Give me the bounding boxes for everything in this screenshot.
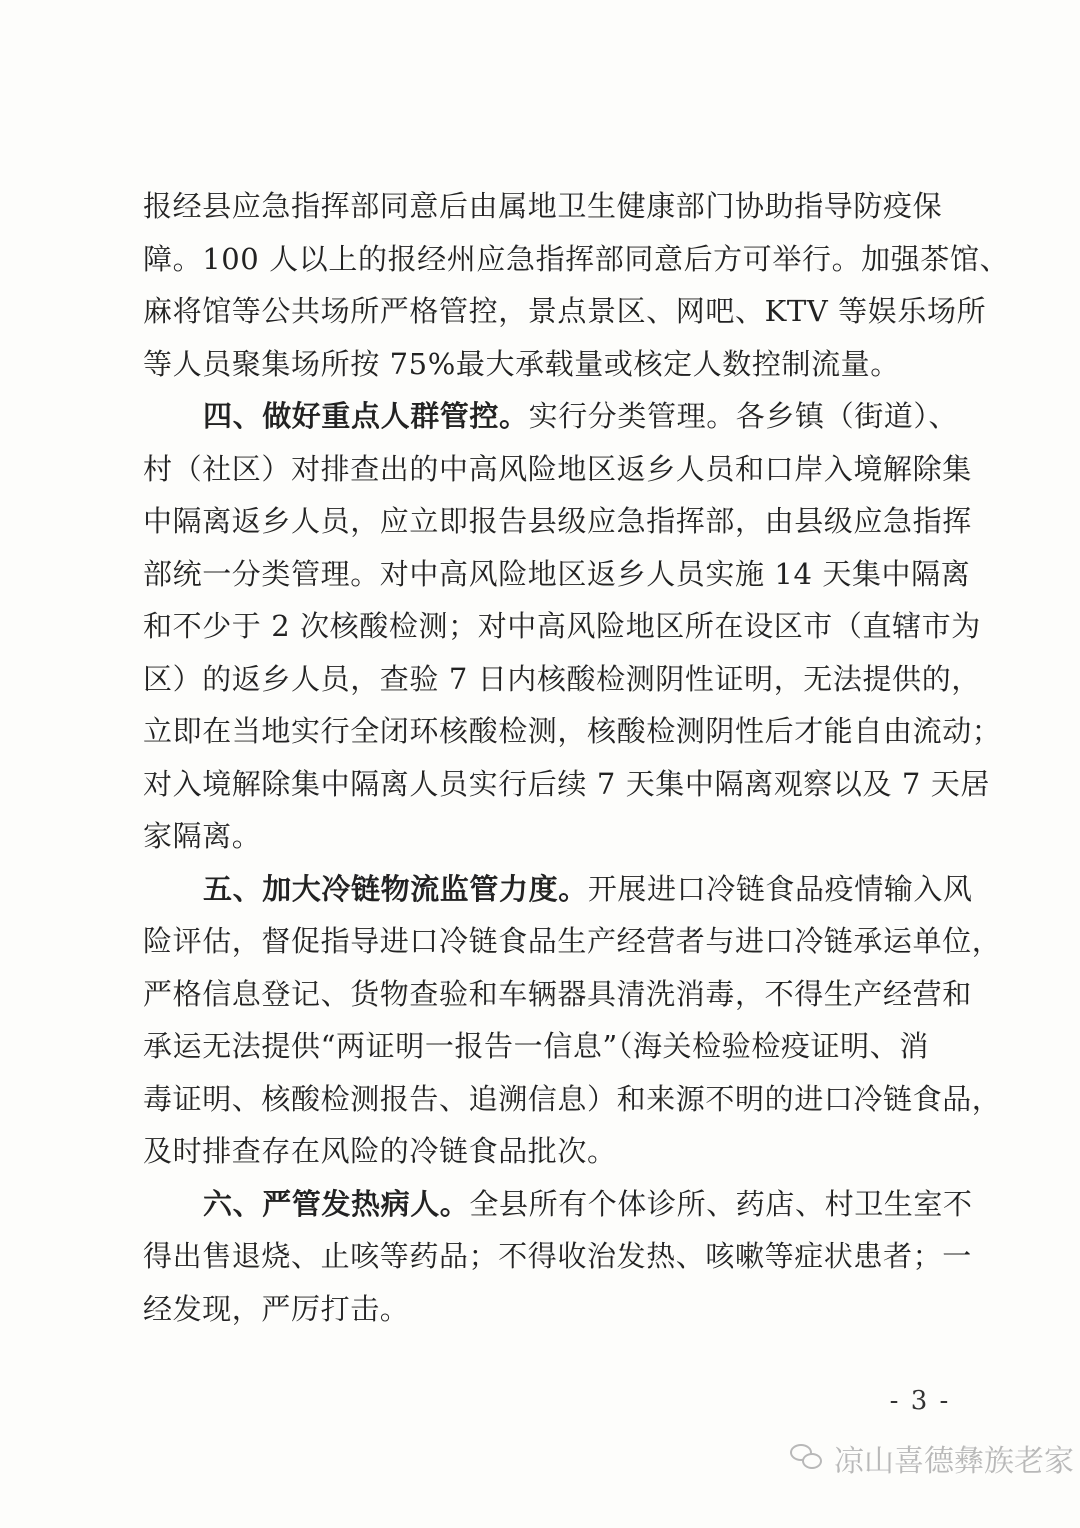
text-run: 实行分类管理。各乡镇（街道）、: [528, 399, 959, 433]
text-line: 毒证明、核酸检测报告、追溯信息）和来源不明的进口冷链食品，: [143, 1081, 1002, 1116]
text-line: [143, 863, 973, 916]
page-number: - 3 -: [889, 1386, 951, 1416]
text-line: 经发现，严厉打击。: [143, 1291, 410, 1326]
text-line: 村（社区）对排查出的中高风险地区返乡人员和口岸入境解除集: [143, 451, 972, 486]
text-line: 险评估，督促指导进口冷链食品生产经营者与进口冷链承运单位，: [143, 924, 1002, 958]
document-body: [143, 180, 1010, 1335]
text-run: 开展进口冷链食品疫情输入风: [587, 871, 973, 906]
text-line: 家隔离。: [143, 819, 262, 853]
text-line: 部统一分类管理。对中高风险地区返乡人员实施 14 天集中隔离: [143, 556, 971, 591]
text-line: 障。100 人以上的报经州应急指挥部同意后方可举行。加强茶馆、: [143, 241, 1010, 276]
text-line: 麻将馆等公共场所严格管控，景点景区、网吧、KTV 等娱乐场所: [143, 294, 987, 328]
paragraph-6: [143, 1178, 973, 1336]
wechat-icon: [790, 1444, 824, 1472]
text-line: 立即在当地实行全闭环核酸检测，核酸检测阴性后才能自由流动；: [143, 714, 1002, 748]
watermark-text: 凉山喜德彝族老家: [834, 1444, 1074, 1479]
text-line: 等人员聚集场所按 75%最大承载量或核定人数控制流量。: [143, 346, 900, 381]
text-run: 全县所有个体诊所、药店、村卫生室不: [469, 1186, 973, 1221]
paragraph-5: [143, 863, 1002, 1178]
text-line: 和不少于 2 次核酸检测；对中高风险地区所在设区市（直辖市为: [143, 609, 981, 643]
text-line: 得出售退烧、止咳等药品；不得收治发热、咳嗽等症状患者；一: [143, 1239, 972, 1273]
paragraph-1: [143, 180, 1010, 390]
text-line: [143, 1178, 973, 1231]
paragraph-4: [143, 390, 1002, 863]
text-line: 区）的返乡人员，查验 7 日内核酸检测阴性证明，无法提供的，: [143, 661, 981, 696]
text-line: [143, 390, 959, 443]
section-heading: 六、严管发热病人。: [203, 1186, 470, 1221]
text-line: 报经县应急指挥部同意后由属地卫生健康部门协助指导防疫保: [143, 189, 943, 223]
text-line: 对入境解除集中隔离人员实行后续 7 天集中隔离观察以及 7 天居: [143, 766, 990, 801]
text-line: 及时排查存在风险的冷链食品批次。: [143, 1134, 617, 1168]
text-line: 中隔离返乡人员，应立即报告县级应急指挥部，由县级应急指挥: [143, 504, 972, 538]
section-heading: 四、做好重点人群管控。: [203, 399, 529, 433]
watermark: [790, 1436, 1074, 1480]
text-line: 严格信息登记、货物查验和车辆器具清洗消毒，不得生产经营和: [143, 976, 972, 1011]
text-line: 承运无法提供“两证明一报告一信息”（海关检验检疫证明、消: [143, 1029, 929, 1063]
section-heading: 五、加大冷链物流监管力度。: [203, 871, 588, 906]
